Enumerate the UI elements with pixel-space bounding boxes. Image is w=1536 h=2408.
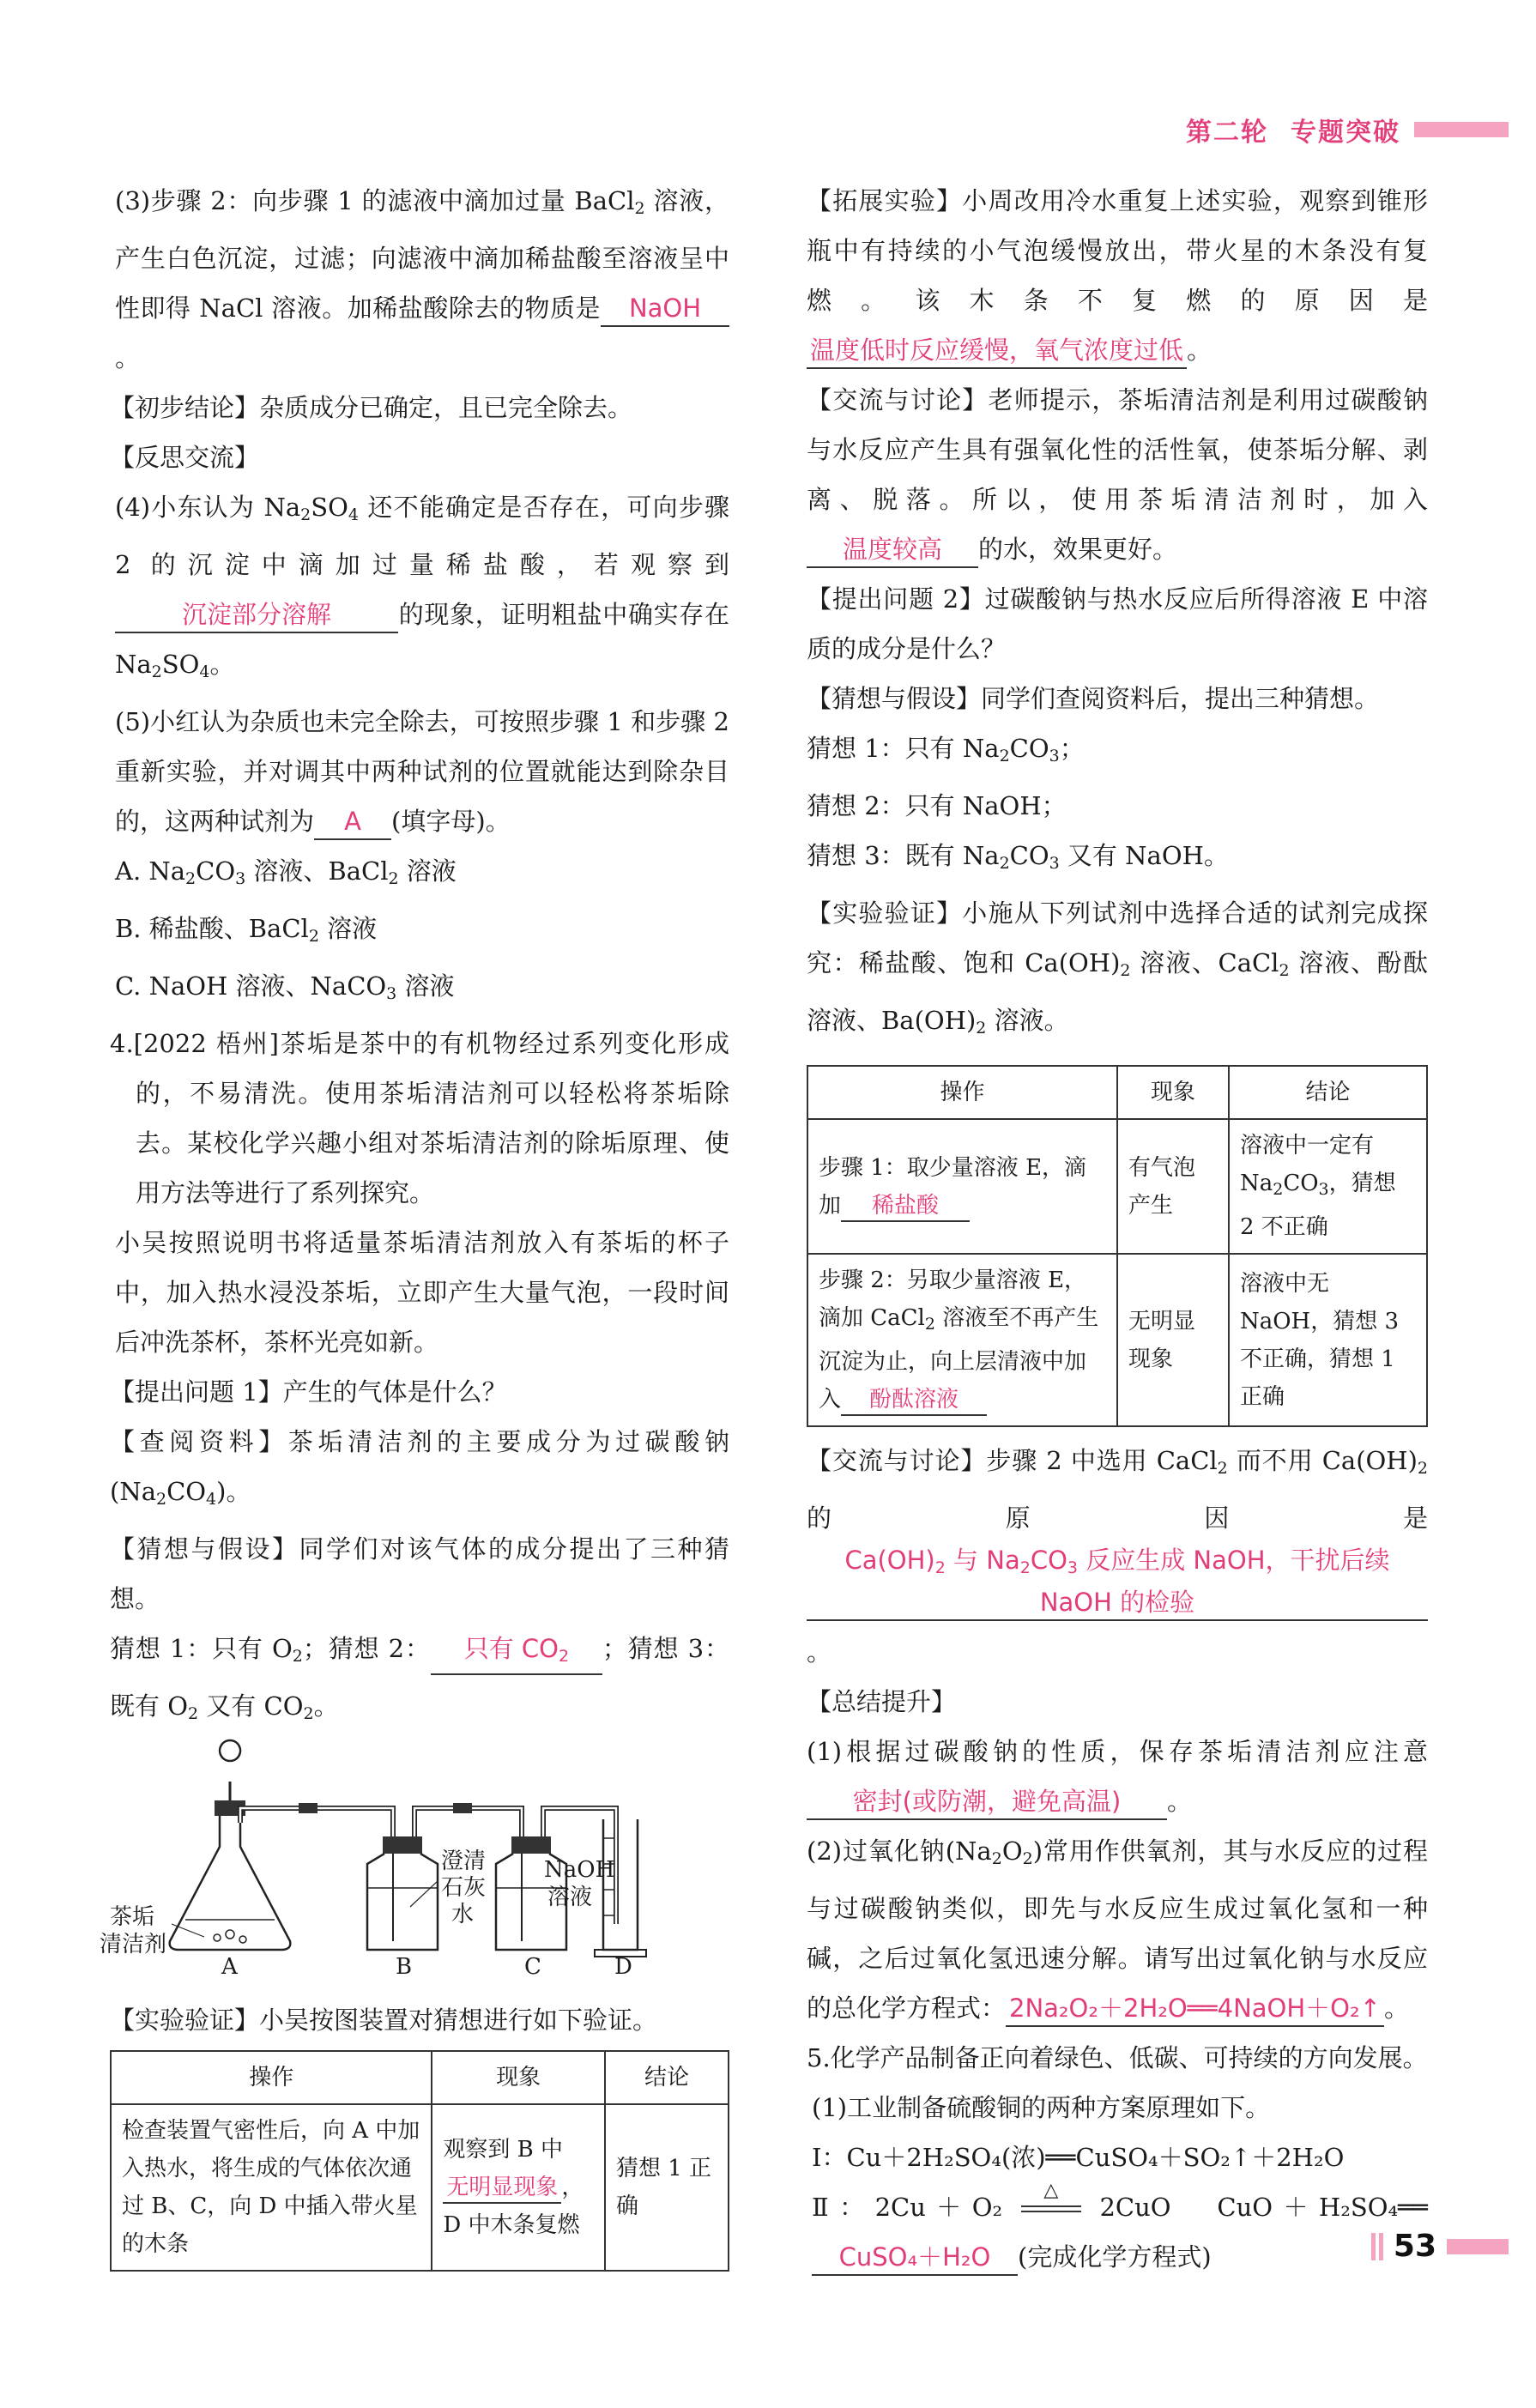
label-d: D — [614, 1954, 632, 1980]
label-lime-1: 澄清 — [441, 1848, 487, 1874]
exp2-1: 【实验验证】小施从下列试剂中选择合适的试剂完成探究：稀盐酸、饱和 Ca(OH) — [807, 898, 1428, 977]
table-1-answer: 无明显现象 — [443, 2173, 561, 2204]
hypothesis-heading-2: 【猜想与假设】同学们查阅资料后，提出三种猜想。 — [807, 684, 1380, 713]
problem-5 — [807, 2033, 1428, 2083]
s2-end: 。 — [1383, 1994, 1409, 2023]
option-a-2: CO — [196, 856, 236, 886]
prelim-conclusion: 【初步结论】杂质成分已确定，且已完全除去。 — [110, 393, 633, 422]
hyp-text-3: ；猜想 3：既有 O — [110, 1634, 730, 1721]
q3-answer: NaOH — [601, 291, 729, 327]
summary-1 — [807, 1727, 1428, 1826]
summary-heading: 【总结提升】 — [807, 1687, 957, 1716]
table-2-r2-conclusion: 溶液中无 NaOH，猜想 3 不正确，猜想 1 正确 — [1229, 1254, 1427, 1426]
table-2-r2-phenomenon: 无明显现象 — [1117, 1254, 1229, 1426]
page-footer — [1371, 2229, 1509, 2264]
question-3: (3)步骤 2：向步骤 1 的滤液中滴加过量 BaCl$_2$ 溶液，产生白色沉淀，过滤；向滤液中滴加稀盐酸至溶液呈中性即得 NaCl 溶液。加稀盐酸除去的物质是 NaOH。 — [115, 186, 729, 372]
ext-answer: 温度低时反应缓慢，氧气浓度过低 — [807, 333, 1187, 369]
t2-r2-op-2: 溶液至不再产生沉淀为止，向上层清液中加入 — [819, 1305, 1099, 1413]
option-a-4: 溶液 — [398, 856, 457, 886]
q5-text-2: (填字母)。 — [391, 807, 511, 836]
discussion-1 — [807, 375, 1428, 574]
disc1-answer: 温度较高 — [807, 532, 978, 568]
table-2-r2-op: 步骤 2：另取少量溶液 E，滴加 CaCl$_2$ 溶液至不再产生沉淀为止，向上层清液中加入 酚酞溶液 — [807, 1254, 1117, 1426]
s2-2: O — [1001, 1836, 1023, 1866]
table-1-col-conclusion: 结论 — [605, 2051, 729, 2104]
problem-4-number: 4. — [110, 1029, 134, 1058]
guess-3: 猜想 3：既有 $Na_2CO_3$ 又有 NaOH。 — [807, 841, 1229, 873]
exp2-2: 溶液、CaCl — [1130, 948, 1279, 977]
table-2-col-op: 操作 — [807, 1066, 1117, 1119]
q4-text-5: SO — [161, 650, 200, 679]
q4-text-1: (4)小东认为 Na — [115, 493, 301, 522]
option-c-2: 溶液 — [396, 971, 455, 1001]
hyp-ans-text: 只有 CO — [463, 1634, 559, 1663]
option-a: A. $Na_2CO_3$ 溶液、BaCl$_2$ 溶液 — [115, 856, 457, 888]
q3-text-2: 溶液，产生白色沉淀，过滤；向滤液中滴加稀盐酸至溶液呈中性即得 NaCl 溶液。加稀盐酸除去的物质是 — [115, 186, 729, 323]
question-heading-1: 【提出问题 1】产生的气体是什么？ — [110, 1377, 507, 1407]
option-a-3: 溶液、BaCl — [245, 856, 389, 886]
bottle-b — [367, 1836, 438, 1950]
equation-2 — [807, 2182, 1428, 2282]
heat-symbol: △ — [1043, 2180, 1059, 2201]
problem-5-part-1: (1)工业制备硫酸铜的两种方案原理如下。 — [812, 2093, 1271, 2122]
disc2-ans-2: 与 Na — [945, 1546, 1020, 1575]
problem-4-text: 茶垢是茶中的有机物经过系列变化形成的，不易清洗。使用茶垢清洁剂可以轻松将茶垢除去。某校化学兴趣小组对茶垢清洁剂的除垢原理、使用方法等进行了系列探究。 — [136, 1029, 729, 1207]
ext-text-2: 。 — [1187, 336, 1212, 365]
table-1-op: 检查装置气密性后，向 A 中加入热水，将生成的气体依次通过 B、C，向 D 中插入带火星的木条 — [111, 2104, 432, 2271]
question-heading-2: 【提出问题 2】过碳酸钠与热水反应后所得溶液 E 中溶质的成分是什么？ — [807, 584, 1428, 663]
q5-answer: A — [314, 804, 391, 840]
table-2-header — [807, 1066, 1427, 1119]
experiment-heading: 【实验验证】小吴按图装置对猜想进行如下验证。 — [110, 2006, 658, 2035]
t1-ph-2: ，D 中木条复燃 — [443, 2175, 584, 2238]
q4-answer: 沉淀部分溶解 — [115, 597, 398, 633]
consult-text-1: 【查阅资料】茶垢清洁剂的主要成分为过碳酸钠(Na — [110, 1427, 729, 1506]
table-2-r1-conclusion: 溶液中一定有 $Na_2CO_3$，猜想 2 不正确 — [1229, 1119, 1427, 1254]
eq2-end: (完成化学方程式) — [1018, 2242, 1212, 2272]
s2-3: )常用作供氧剂，其与水反应的过程与过碳酸钠类似，即先与水反应生成过氧化氢和一种碱，之后过氧化氢迅速分解。请写出过氧化钠与水反应的总化学方程式： — [807, 1836, 1428, 2023]
eq2-2: 2CuO CuO＋H₂SO₄══ — [1099, 2193, 1429, 2222]
t2-r1-c-1: 溶液中一定有 Na — [1239, 1133, 1374, 1196]
apparatus-diagram — [100, 1744, 711, 1980]
table-2-r1-op — [807, 1119, 1117, 1254]
q3-text-1: (3)步骤 2：向步骤 1 的滤液中滴加过量 BaCl — [115, 186, 635, 215]
table-2-col-conclusion: 结论 — [1229, 1066, 1427, 1119]
footer-tick-1 — [1371, 2233, 1376, 2260]
consult-text-2: CO — [166, 1477, 207, 1506]
option-c-1: C. NaOH 溶液、NaCO — [115, 971, 387, 1001]
t2-r1-c-3: ，猜想 2 不正确 — [1239, 1171, 1396, 1240]
disc2-ans-4: 反应生成 NaOH，干扰后续 NaOH 的检验 — [1039, 1546, 1390, 1617]
label-lime-3: 水 — [451, 1902, 475, 1927]
table-row — [807, 1254, 1427, 1426]
g3-3: 又有 NaOH。 — [1059, 841, 1229, 870]
table-row — [111, 2104, 729, 2271]
problem-4-source: [2022 梧州] — [133, 1029, 279, 1058]
summary-2-answer: 2Na₂O₂＋2H₂O══4NaOH＋O₂↑ — [1006, 1991, 1384, 2027]
label-a: A — [221, 1954, 238, 1980]
ext-text-1: 【拓展实验】小周改用冷水重复上述实验，观察到锥形瓶中有持续的小气泡缓慢放出，带火星的木条没有复燃。该木条不复燃的原因是 — [807, 186, 1428, 315]
t2-r1-op-1: 步骤 1：取少量溶液 E，滴加 — [819, 1154, 1087, 1219]
footer-accent-bar — [1447, 2239, 1509, 2254]
table-1-phenomenon — [432, 2104, 605, 2271]
t2-r2-op-1: 步骤 2：另取少量溶液 E，滴加 CaCl — [819, 1268, 1087, 1331]
question-4: (4)小东认为 $Na_2SO_4$ 还不能确定是否存在，可向步骤 2 的沉淀中滴加过量稀盐酸，若观察到沉淀部分溶解 的现象，证明粗盐中确实存在 $Na_2SO_4$。 — [115, 493, 729, 681]
exp2-3: 溶液、酚酞溶液、Ba(OH) — [807, 948, 1428, 1035]
table-2-r2-answer: 酚酞溶液 — [841, 1385, 987, 1416]
disc2-1: 【交流与讨论】步骤 2 中选用 CaCl — [807, 1446, 1218, 1475]
label-lime-2: 石灰 — [441, 1875, 487, 1901]
problem-5-number: 5. — [807, 2043, 831, 2072]
experiment-description: 小吴按照说明书将适量茶垢清洁剂放入有茶垢的杯子中，加入热水浸没茶垢，立即产生大量气泡，一段时间后冲洗茶杯，茶杯光亮如新。 — [115, 1228, 729, 1357]
guess-2: 猜想 2：只有 NaOH； — [807, 791, 1067, 820]
table-1-col-op: 操作 — [111, 2051, 432, 2104]
left-column — [100, 176, 730, 2280]
disc1-text-2: 的水，效果更好。 — [978, 535, 1178, 564]
option-b: B. 稀盐酸、BaCl$_2$ 溶液 — [115, 914, 378, 946]
flask-a — [170, 1740, 291, 1950]
consult-data: 【查阅资料】茶垢清洁剂的主要成分为过碳酸钠$(Na_2CO_4)$。 — [110, 1427, 729, 1509]
option-a-1: A. Na — [115, 856, 186, 886]
g3-2: CO — [1009, 841, 1049, 870]
guess-1: 猜想 1：只有 $Na_2CO_3$； — [807, 734, 1085, 765]
label-cleaner-2: 清洁剂 — [100, 1932, 167, 1957]
disc2-answer: $Ca(OH)_2$ 与 $Na_2CO_3$ 反应生成 NaOH，干扰后续 NaOH 的检验 — [807, 1543, 1428, 1621]
table-2-r1-phenomenon: 有气泡产生 — [1117, 1119, 1229, 1254]
table-1-header — [111, 2051, 729, 2104]
disc2-ans-3: CO — [1030, 1546, 1067, 1575]
disc1-text-1: 【交流与讨论】老师提示，茶垢清洁剂是利用过碳酸钠与水反应产生具有强氧化性的活性氧，使茶垢分解、剥离、脱落。所以，使用茶垢清洁剂时，加入 — [807, 385, 1428, 514]
header-round: 第二轮 — [1186, 118, 1268, 148]
equals-bar — [1021, 2205, 1081, 2212]
option-b-1: B. 稀盐酸、BaCl — [115, 914, 309, 943]
label-c: C — [524, 1954, 541, 1980]
s1-text: (1)根据过碳酸钠的性质，保存茶垢清洁剂应注意 — [807, 1737, 1428, 1766]
label-b: B — [396, 1954, 413, 1980]
summary-2: (2)过氧化钠$(Na_2O_2)$常用作供氧剂，其与水反应的过程与过碳酸钠类似，即先与水反应生成过氧化氢和一种碱，之后过氧化氢迅速分解。请写出过氧化钠与水反应的总化学方程式： 2Na₂O₂＋2H₂O══4NaOH＋O₂↑ 。 — [807, 1826, 1428, 2033]
disc2-2: 而不用 Ca(OH) — [1227, 1446, 1418, 1475]
table-1-conclusion: 猜想 1 正确 — [605, 2104, 729, 2271]
cylinder-d — [595, 1819, 646, 1957]
page-number: 53 — [1393, 2229, 1436, 2264]
s2-1: (2)过氧化钠(Na — [807, 1836, 992, 1866]
g1-2: CO — [1009, 734, 1049, 763]
page-header — [1186, 110, 1509, 149]
label-cleaner-1: 茶垢 — [110, 1904, 155, 1930]
q4-text-3: 还不能确定是否存在，可向步骤 2 的沉淀中滴加过量稀盐酸，若观察到 — [115, 493, 729, 579]
g3-1: 猜想 3：既有 Na — [807, 841, 1000, 870]
q4-text-4: 的现象，证明粗盐中确实存在 Na — [115, 600, 729, 679]
problem-5-text: 化学产品制备正向着绿色、低碳、可持续的方向发展。 — [830, 2043, 1428, 2072]
option-c: C. NaOH 溶液、NaCO$_3$ 溶液 — [115, 971, 455, 1003]
table-1-col-phenomenon: 现象 — [432, 2051, 605, 2104]
equation-2-answer: CuSO₄＋H₂O — [812, 2240, 1018, 2276]
table-row — [807, 1119, 1427, 1254]
experiment-heading-2: 【实验验证】小施从下列试剂中选择合适的试剂完成探究：稀盐酸、饱和 $Ca(OH)_2$ 溶液、CaCl$_2$ 溶液、酚酞溶液、$Ba(OH)_2$ 溶液。 — [807, 898, 1428, 1038]
exp2-4: 溶液。 — [986, 1006, 1069, 1035]
experiment-table-1 — [110, 2050, 729, 2272]
discussion-2: 【交流与讨论】步骤 2 中选用 CaCl$_2$ 而不用 $Ca(OH)_2$ 的原因是$Ca(OH)_2$ 与 $Na_2CO_3$ 反应生成 NaOH，干扰后续 NaOH 的检验。 — [807, 1446, 1428, 1667]
option-b-2: 溶液 — [318, 914, 378, 943]
hyp-text-4: 又有 CO — [198, 1691, 304, 1721]
hyp-text-1: 猜想 1：只有 O — [110, 1634, 293, 1663]
hyp-text-2: ；猜想 2： — [302, 1634, 431, 1663]
g1-3: ； — [1059, 734, 1085, 763]
hyp-text-5: 。 — [313, 1691, 339, 1721]
reflect-heading: 【反思交流】 — [110, 443, 260, 472]
hypothesis-list: 猜想 1：只有 $O_2$；猜想 2： 只有 $CO_2$ ；猜想 3：既有 $O_2$ 又有 $CO_2$。 — [110, 1624, 729, 1739]
hypothesis-answer: 只有 $CO_2$ — [431, 1631, 602, 1675]
disc2-4: 。 — [807, 1637, 832, 1667]
label-naoh-1: NaOH — [544, 1857, 615, 1883]
label-naoh-2: 溶液 — [547, 1885, 593, 1910]
equation-1: Ⅰ：Cu＋2H₂SO₄(浓)══CuSO₄＋SO₂↑＋2H₂O — [812, 2143, 1345, 2172]
footer-tick-2 — [1379, 2233, 1383, 2260]
g1-1: 猜想 1：只有 Na — [807, 734, 1000, 763]
heating-condition — [1021, 2180, 1081, 2212]
s1-end: 。 — [1167, 1787, 1193, 1816]
header-accent-bar — [1414, 122, 1509, 137]
summary-1-answer: 密封(或防潮，避免高温) — [807, 1784, 1167, 1820]
t1-ph-1: 观察到 B 中 — [443, 2137, 564, 2163]
table-2-col-phenomenon: 现象 — [1117, 1066, 1229, 1119]
right-column — [807, 176, 1428, 2282]
disc2-3: 的原因是 — [807, 1503, 1428, 1533]
problem-4 — [110, 1019, 729, 1218]
header-section: 专题突破 — [1291, 118, 1400, 148]
q4-text-2: SO — [311, 493, 348, 522]
extended-experiment — [807, 176, 1428, 375]
experiment-table-2 — [807, 1065, 1428, 1427]
eq2-1: Ⅱ：2Cu＋O₂ — [812, 2193, 1003, 2222]
q5-text-1: (5)小红认为杂质也未完全除去，可按照步骤 1 和步骤 2 重新实验，并对调其中两种试剂的位置就能达到除杂目的，这两种试剂为 — [115, 707, 729, 836]
hypothesis-heading: 【猜想与假设】同学们对该气体的成分提出了三种猜想。 — [110, 1534, 729, 1613]
table-2-r1-answer: 稀盐酸 — [841, 1191, 970, 1222]
question-5 — [110, 697, 729, 846]
consult-text-3: )。 — [216, 1477, 251, 1506]
t2-r1-c-2: CO — [1283, 1171, 1319, 1196]
disc2-ans-1: Ca(OH) — [844, 1546, 935, 1575]
